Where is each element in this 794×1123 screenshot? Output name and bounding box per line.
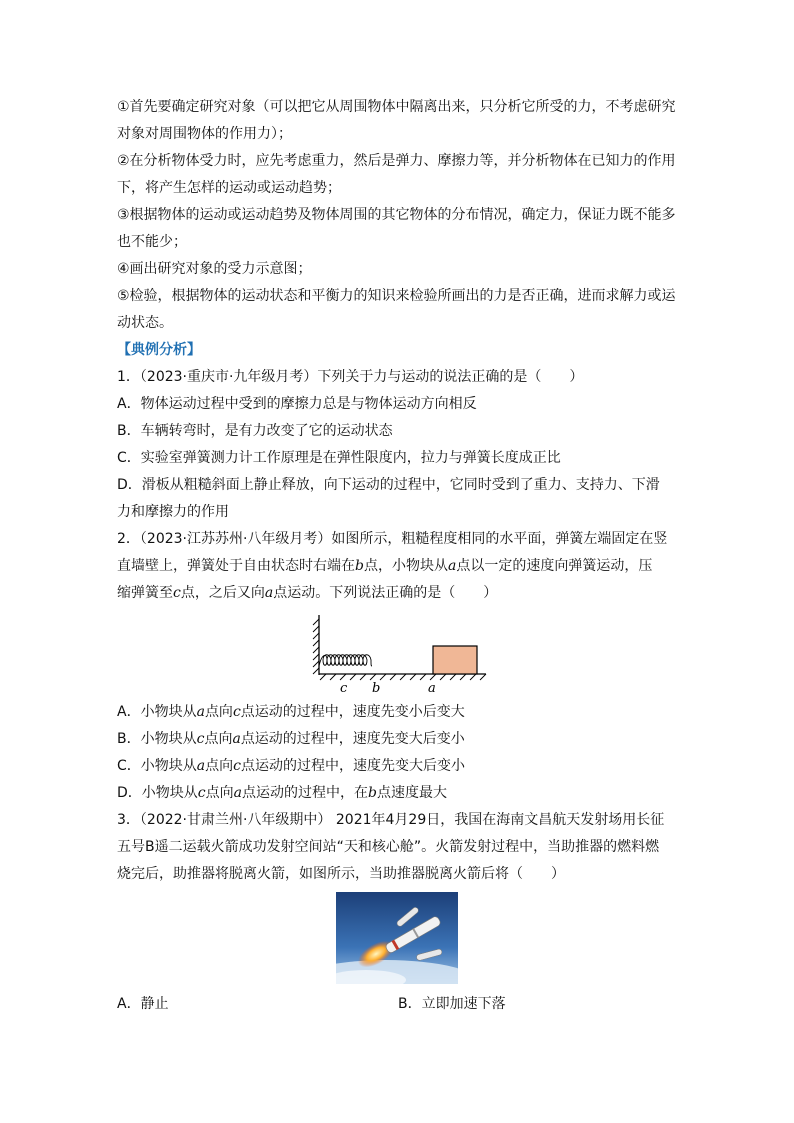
- q2-option-b: [117, 729, 465, 749]
- q1-option-c: C．实验室弹簧测力计工作原理是在弹性限度内，拉力与弹簧长度成正比: [117, 450, 561, 466]
- q3-option-a: A．静止: [117, 996, 169, 1012]
- q2-stem-line-3: [117, 583, 497, 603]
- q3-stem-line-1: 3．（2022·甘肃兰州·八年级期中） 2021年4月29日，我国在海南文昌航天发射场用长征: [117, 812, 665, 828]
- q1-option-d-line-1: D．滑板从粗糙斜面上静止释放，向下运动的过程中，它同时受到了重力、支持力、下滑: [117, 477, 660, 493]
- ground-hatching: [320, 674, 486, 680]
- intro-step-1-line-2: 对象对周围物体的作用力）；: [117, 126, 292, 142]
- label-c: c: [340, 681, 348, 696]
- q2-text: 点，之后又向: [180, 585, 265, 601]
- q1-option-d-line-2: 力和摩擦力的作用: [117, 504, 229, 520]
- var-a: a: [264, 585, 274, 601]
- q2-text: 点向: [204, 704, 233, 720]
- var-c: c: [232, 704, 241, 720]
- wall-hatching: [313, 619, 319, 674]
- section-heading: 【典例分析】: [117, 342, 201, 358]
- var-c: c: [233, 758, 241, 774]
- q2-text: 点速度最大: [376, 785, 447, 801]
- var-a: a: [447, 558, 457, 574]
- q2-text: 点运动的过程中，速度先变大后变小: [240, 731, 465, 747]
- q2-text: 点运动的过程中，速度先变大后变小: [240, 758, 465, 774]
- var-a: a: [196, 758, 206, 774]
- q1-stem: 1．（2023·重庆市·九年级月考）下列关于力与运动的说法正确的是（ ）: [117, 369, 584, 385]
- label-a: a: [428, 681, 436, 696]
- q2-text: 缩弹簧至: [117, 585, 173, 601]
- q2-text: 点向: [205, 785, 234, 801]
- var-a: a: [233, 785, 242, 801]
- q3-stem-line-3: 烧完后，助推器将脱离火箭，如图所示，当助推器脱离火箭后将（ ）: [117, 866, 565, 882]
- q2-text: 点向: [204, 731, 233, 747]
- q2-text: D．小物块从: [117, 785, 198, 801]
- q1-option-a: A．物体运动过程中受到的摩擦力总是与物体运动方向相反: [117, 396, 477, 412]
- intro-step-4: ④画出研究对象的受力示意图；: [117, 261, 312, 277]
- q2-text: 直墙壁上，弹簧处于自由状态时右端在: [117, 558, 355, 574]
- q2-option-d: [117, 783, 447, 803]
- intro-step-5-line-1: ⑤检验，根据物体的运动状态和平衡力的知识来检验所画出的力是否正确，进而求解力或运: [117, 288, 676, 304]
- q2-text: C．小物块从: [117, 758, 197, 774]
- intro-step-2-line-1: ②在分析物体受力时，应先考虑重力，然后是弹力、摩擦力等，并分析物体在已知力的作用: [117, 153, 676, 169]
- var-c: c: [173, 585, 181, 601]
- spring-block-figure: [310, 613, 490, 697]
- q2-option-c: [117, 756, 465, 776]
- q1-option-b: B．车辆转弯时，是有力改变了它的运动状态: [117, 423, 393, 439]
- q2-text: 点运动。下列说法正确的是（ ）: [273, 585, 498, 601]
- rocket-booster-photo: [336, 892, 458, 984]
- q2-text: 点运动的过程中，在: [241, 785, 368, 801]
- q2-stem-line-1: 2．（2023·江苏苏州·八年级月考）如图所示，粗糙程度相同的水平面，弹簧左端固定在竖: [117, 531, 668, 547]
- q2-stem-line-2: [117, 556, 652, 576]
- var-b: b: [367, 785, 377, 801]
- intro-step-2-line-2: 下，将产生怎样的运动或运动趋势；: [117, 180, 341, 196]
- var-c: c: [196, 731, 205, 747]
- intro-step-3-line-1: ③根据物体的运动或运动趋势及物体周围的其它物体的分布情况，确定力，保证力既不能多: [117, 207, 676, 223]
- small-block: [433, 646, 477, 674]
- var-a: a: [232, 731, 241, 747]
- q2-text: A．小物块从: [117, 704, 197, 720]
- intro-step-3-line-2: 也不能少；: [117, 234, 187, 250]
- q2-text: 点以一定的速度向弹簧运动，压: [456, 558, 653, 574]
- var-b: b: [355, 558, 364, 574]
- var-a: a: [196, 704, 205, 720]
- var-c: c: [197, 785, 206, 801]
- q3-stem-line-2: 五号B遥二运载火箭成功发射空间站“天和核心舱”。火箭发射过程中，当助推器的燃料燃: [117, 839, 660, 855]
- intro-step-1-line-1: ①首先要确定研究对象（可以把它从周围物体中隔离出来，只分析它所受的力，不考虑研究: [117, 99, 676, 115]
- label-b: b: [372, 681, 381, 696]
- q2-text: 点运动的过程中，速度先变小后变大: [240, 704, 465, 720]
- q2-option-a: [117, 702, 465, 722]
- q2-text: 点向: [205, 758, 234, 774]
- q2-text: 点，小物块从: [363, 558, 448, 574]
- spring-coil: [319, 655, 372, 666]
- intro-step-5-line-2: 动状态。: [117, 315, 173, 331]
- q3-option-b: B．立即加速下落: [398, 996, 506, 1012]
- q2-text: B．小物块从: [117, 731, 197, 747]
